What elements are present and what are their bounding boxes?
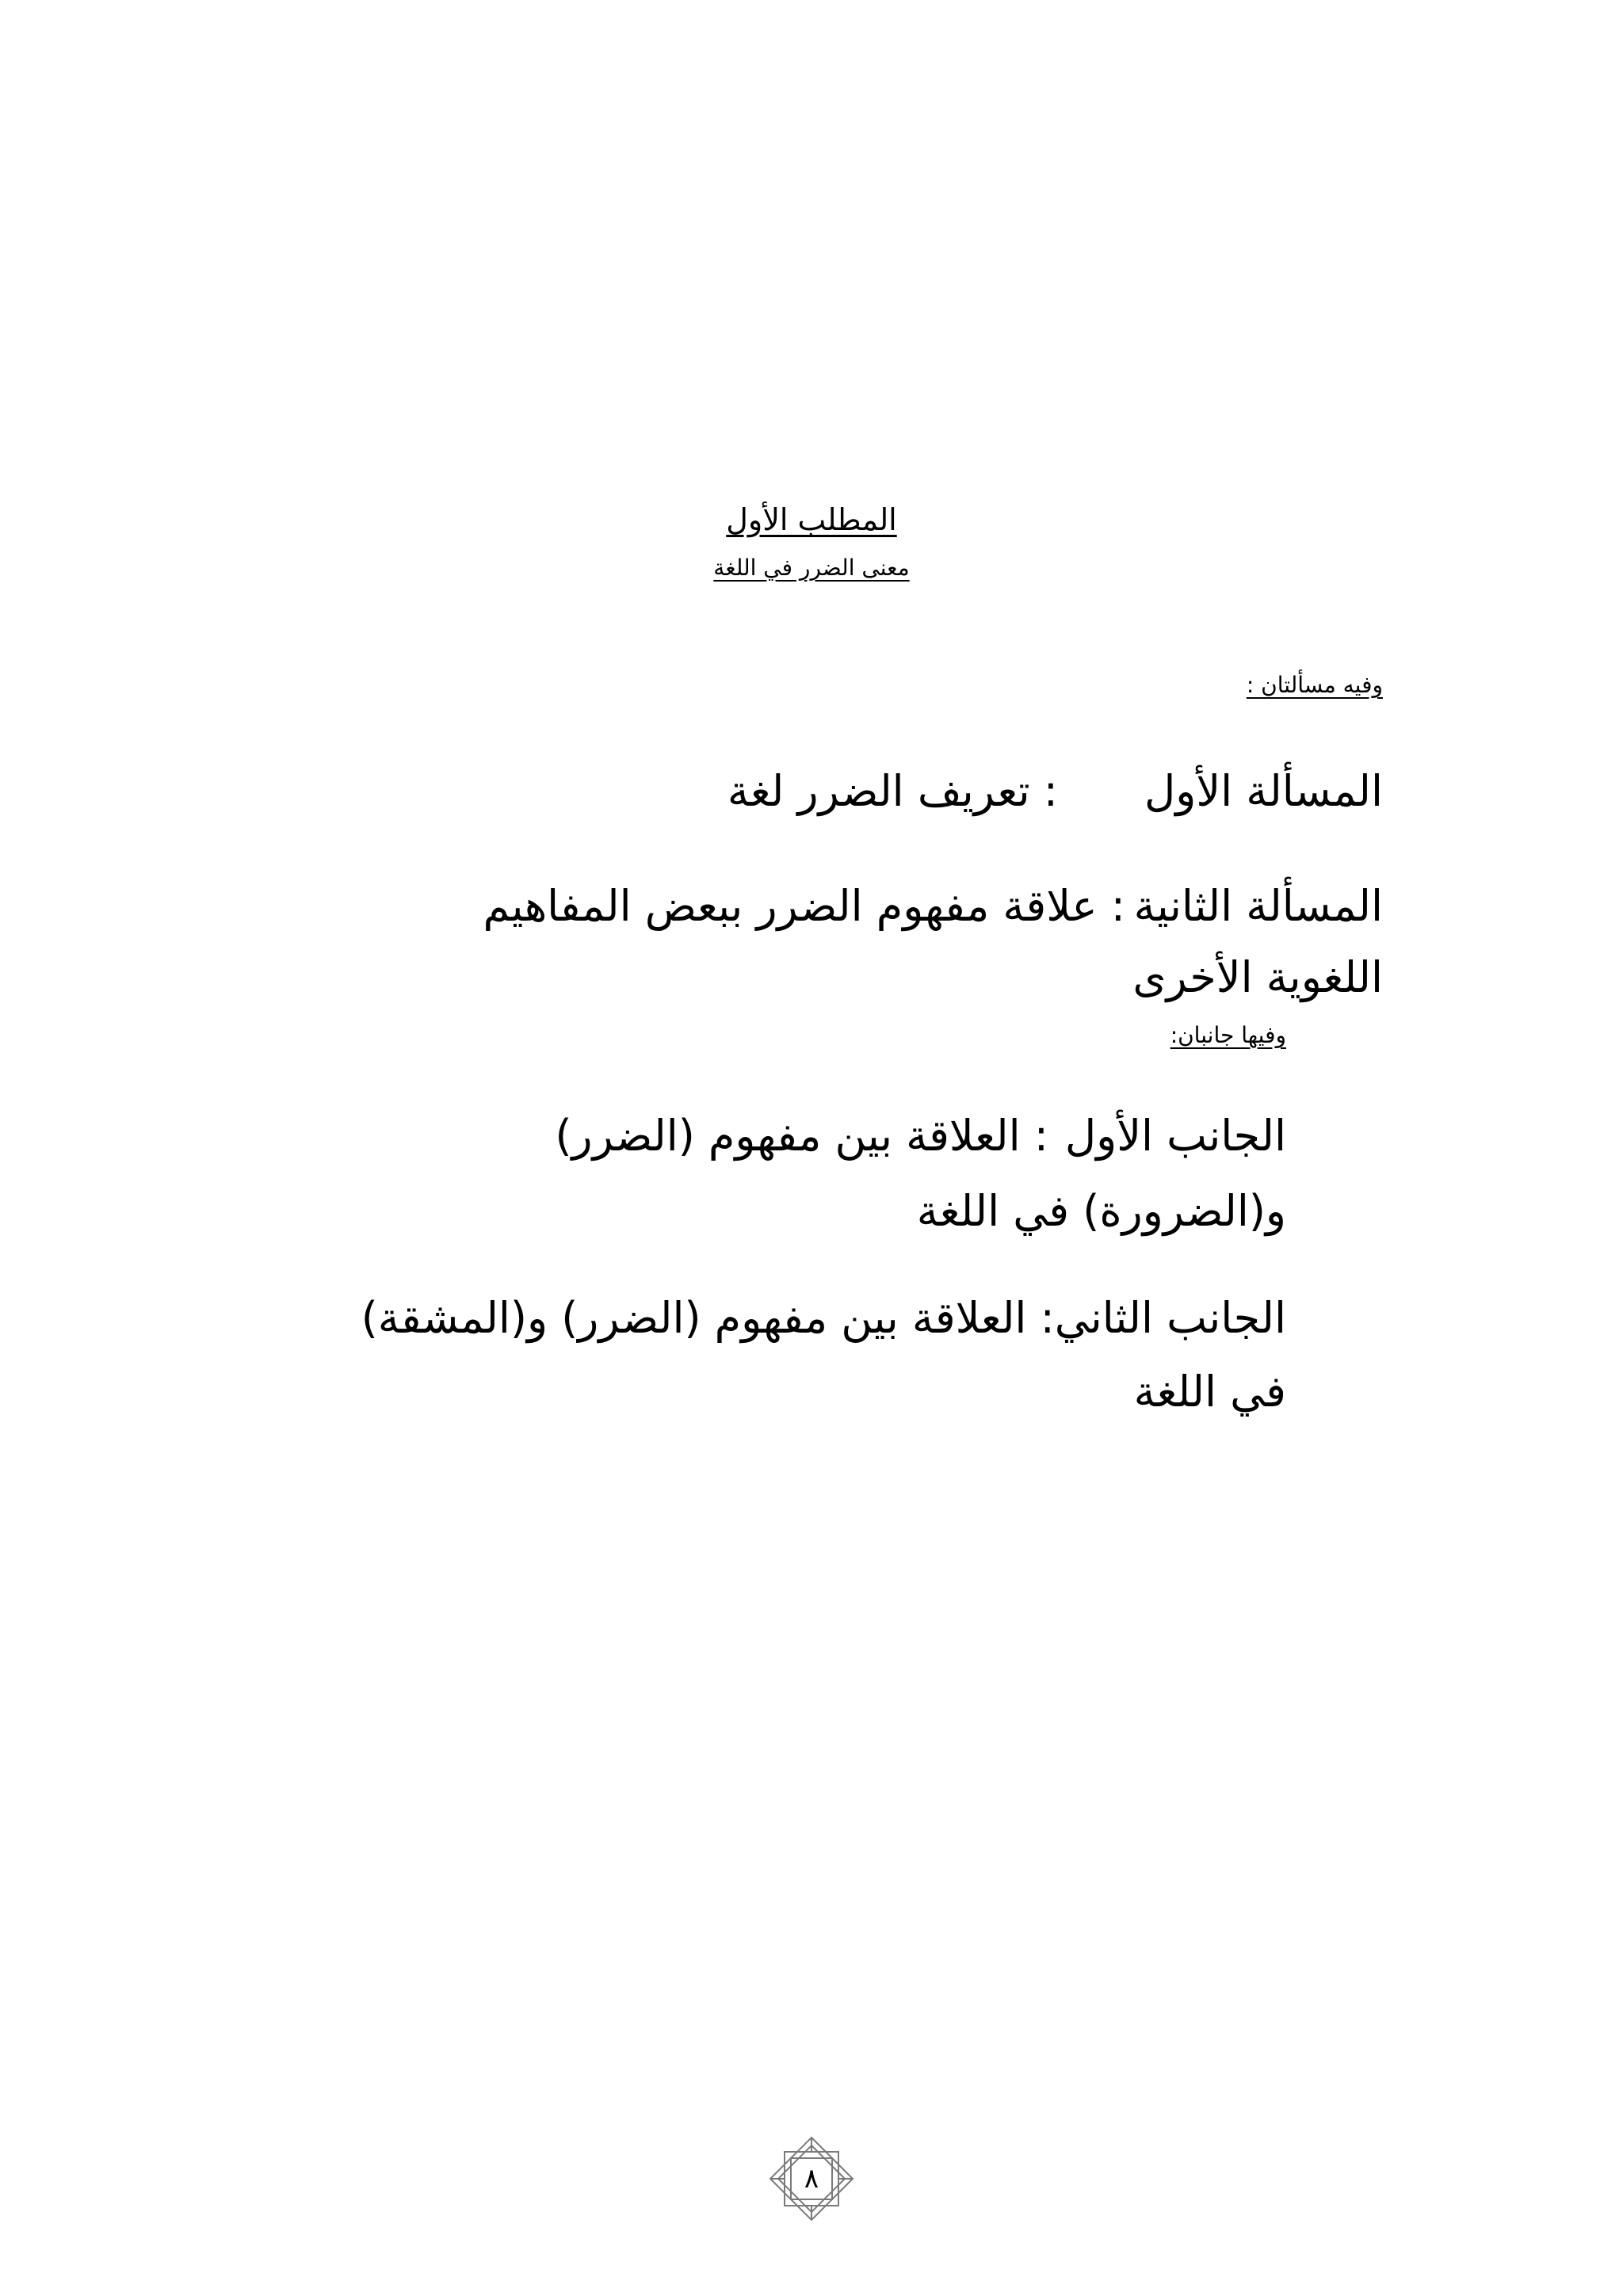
issue-2-label: المسألة الثانية — [1133, 881, 1383, 931]
issue-2-text: : علاقة مفهوم الضرر ببعض المفاهيم — [483, 881, 1125, 931]
issue-1-label: المسألة الأول — [1144, 766, 1383, 816]
side-1-text: : العلاقة بين مفهوم (الضرر) — [555, 1111, 1048, 1161]
page-number: ٨ — [804, 2163, 819, 2195]
side-1-continuation: و(الضرورة) في اللغة — [916, 1186, 1286, 1236]
side-1 — [555, 1105, 1286, 1167]
side-2-label: الجانب الثاني: — [1040, 1293, 1286, 1343]
side-2-continuation: في اللغة — [1133, 1367, 1286, 1417]
issues-intro: وفيه مسألتان : — [1246, 672, 1383, 698]
issue-2 — [483, 875, 1383, 937]
issue-2-continuation: اللغوية الأخرى — [1132, 952, 1383, 1002]
sides-intro: وفيها جانبان: — [1170, 1022, 1286, 1048]
side-2 — [361, 1287, 1286, 1349]
side-1-label: الجانب الأول — [1064, 1111, 1286, 1161]
section-title: المطلب الأول — [726, 502, 897, 537]
section-subtitle: معنى الضرر في اللغة — [713, 555, 910, 581]
issue-1-text: : تعريف الضرر لغة — [727, 766, 1058, 816]
side-2-text: العلاقة بين مفهوم (الضرر) و(المشقة) — [361, 1293, 1027, 1343]
page-number-ornament — [767, 2134, 856, 2223]
issue-1 — [727, 761, 1383, 822]
